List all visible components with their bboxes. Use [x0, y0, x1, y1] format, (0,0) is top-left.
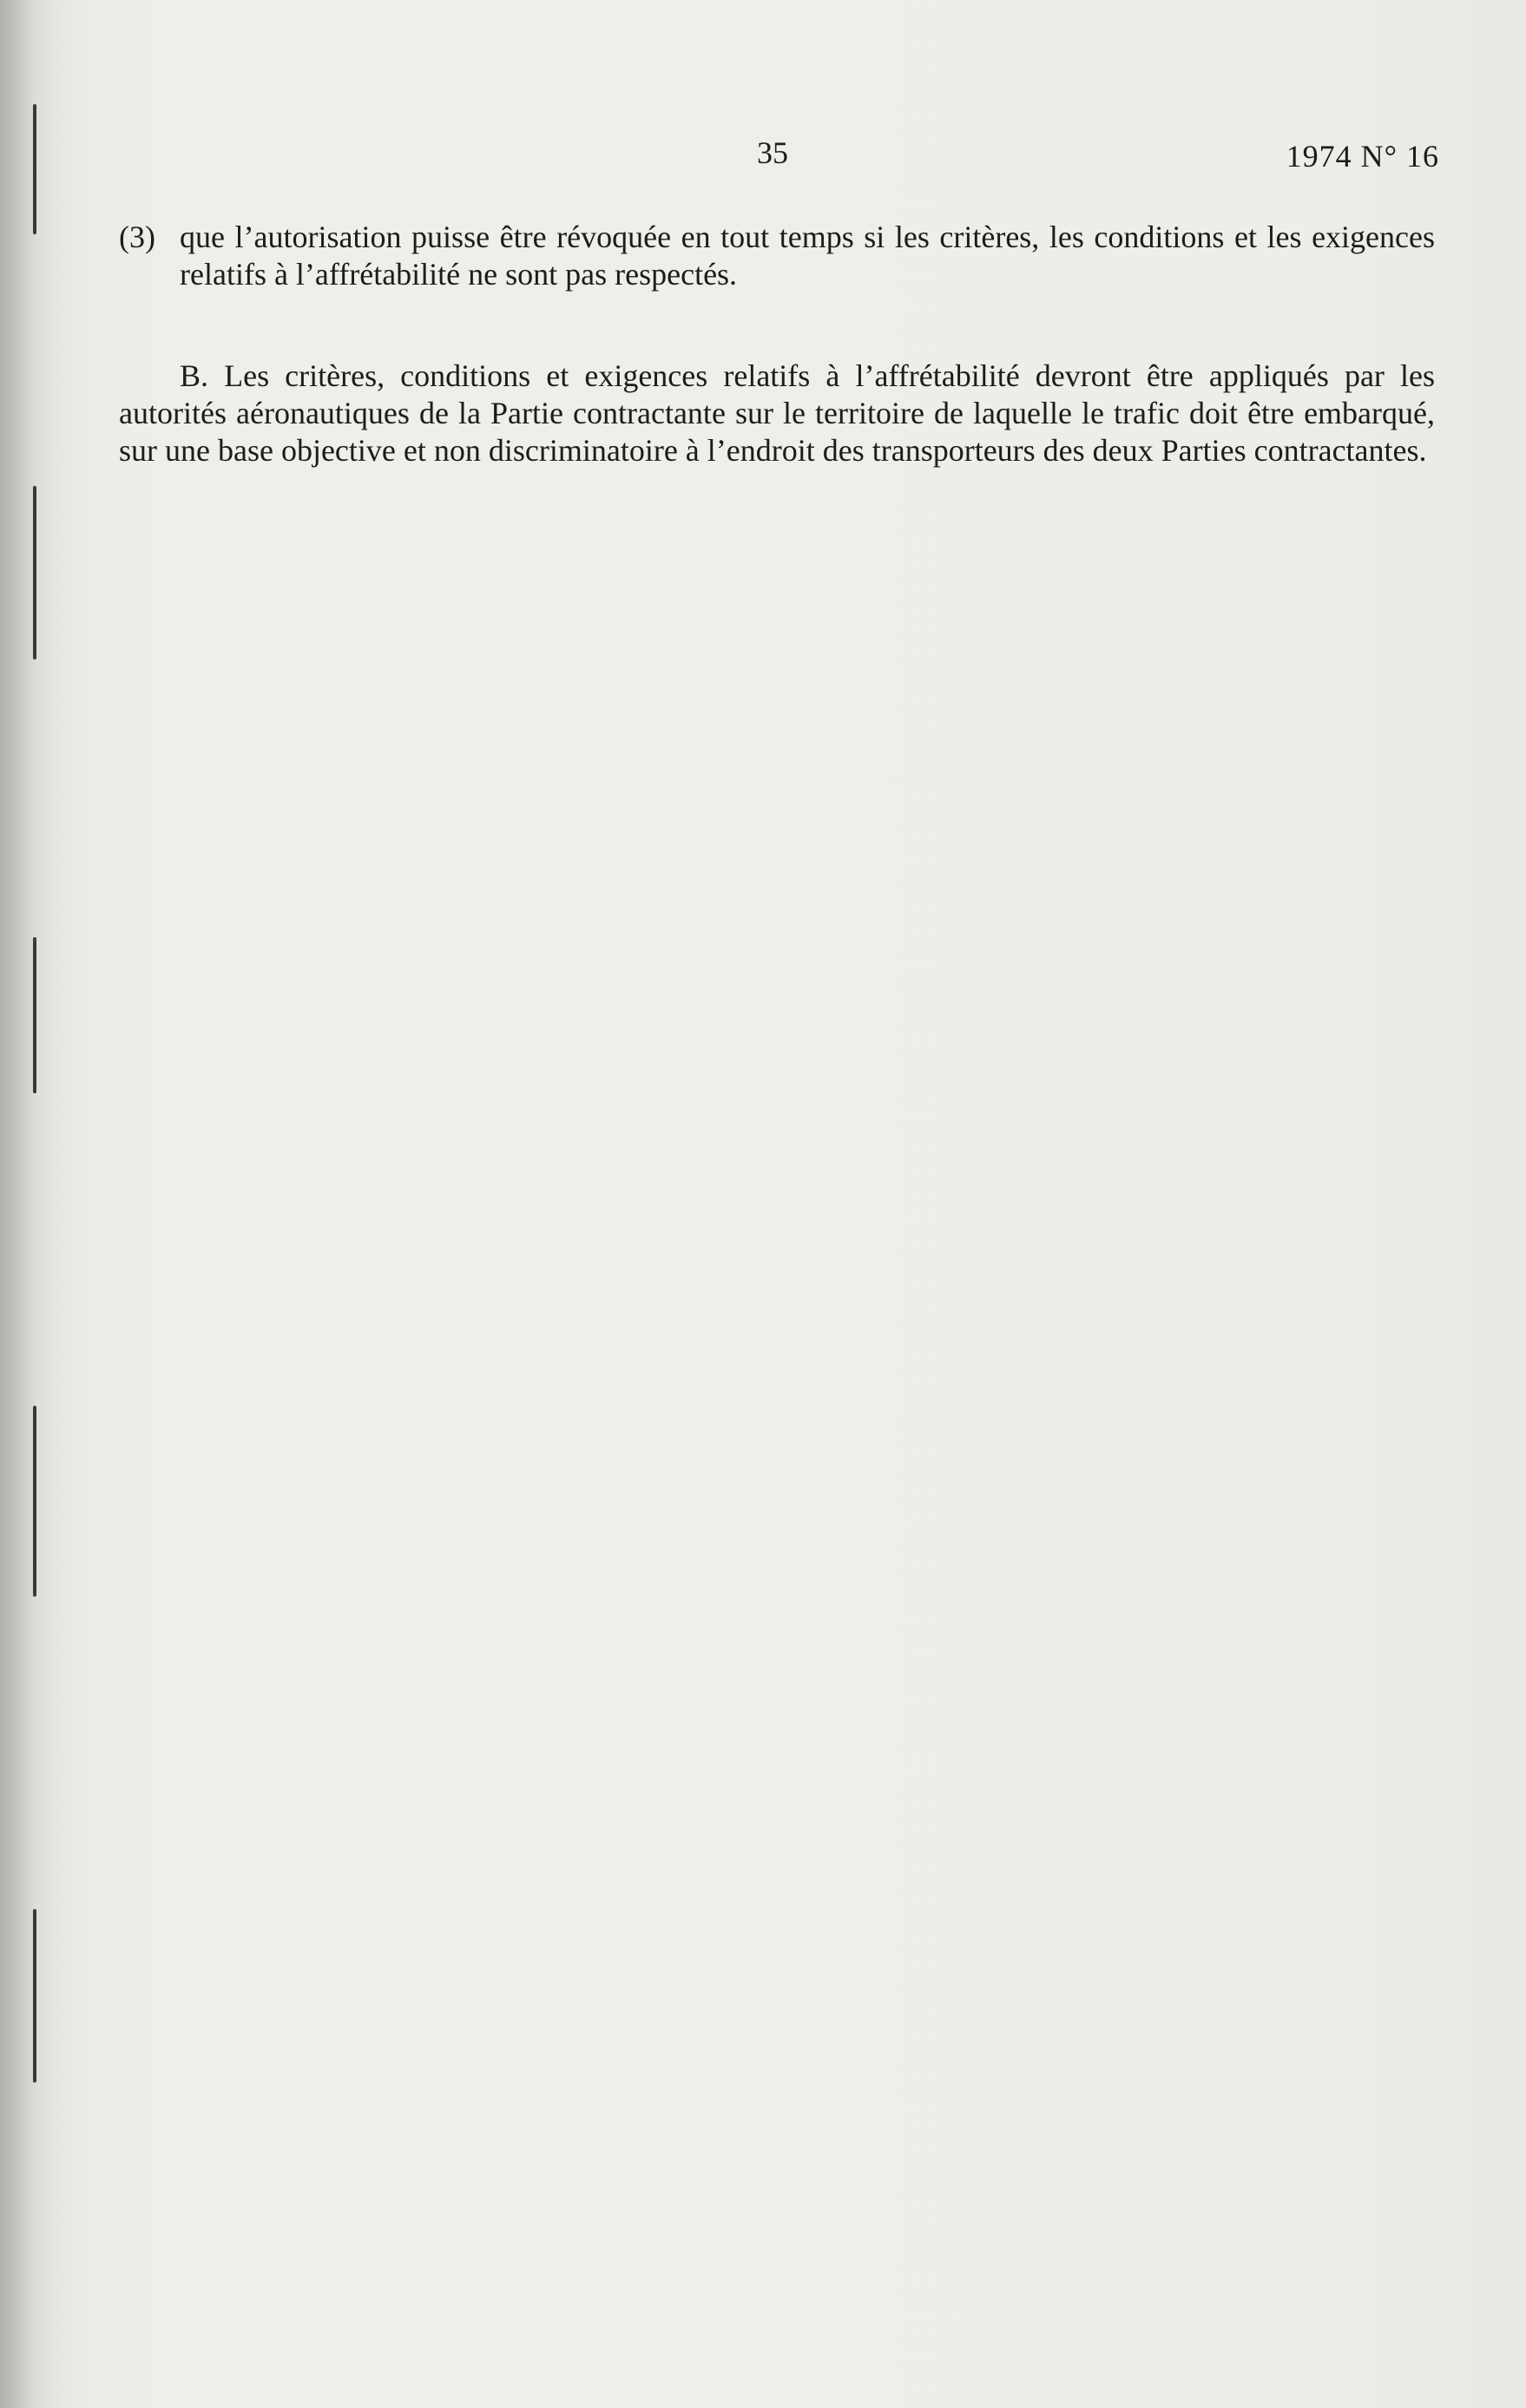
page-number: 35 [757, 135, 788, 170]
binding-mark [33, 1909, 36, 2083]
document-number: 1974 N° 16 [1286, 139, 1439, 174]
paragraph-b: B. Les critères, conditions et exigences relatifs à l’affrétabilité devront être appliqués par les autorités aéronautiques de la Partie contractante sur le territoire de laquelle le trafic doit être embarqué, sur une base objective et non discriminatoire à l’endroit des transporteurs des deux Parties contractantes. [119, 358, 1435, 468]
binding-mark [33, 1406, 36, 1597]
page-header [0, 135, 1526, 187]
binding-shadow [0, 0, 61, 2408]
list-item-3 [119, 219, 1435, 293]
list-item-text: que l’autorisation puisse être révoquée en tout temps si les critères, les conditions et les exigences relatifs à l’affrétabilité ne sont pas respectés. [180, 220, 1435, 292]
list-item-marker: (3) [119, 220, 155, 254]
bleed-through-texture [113, 538, 1441, 2343]
binding-mark [33, 937, 36, 1093]
binding-mark [33, 486, 36, 659]
